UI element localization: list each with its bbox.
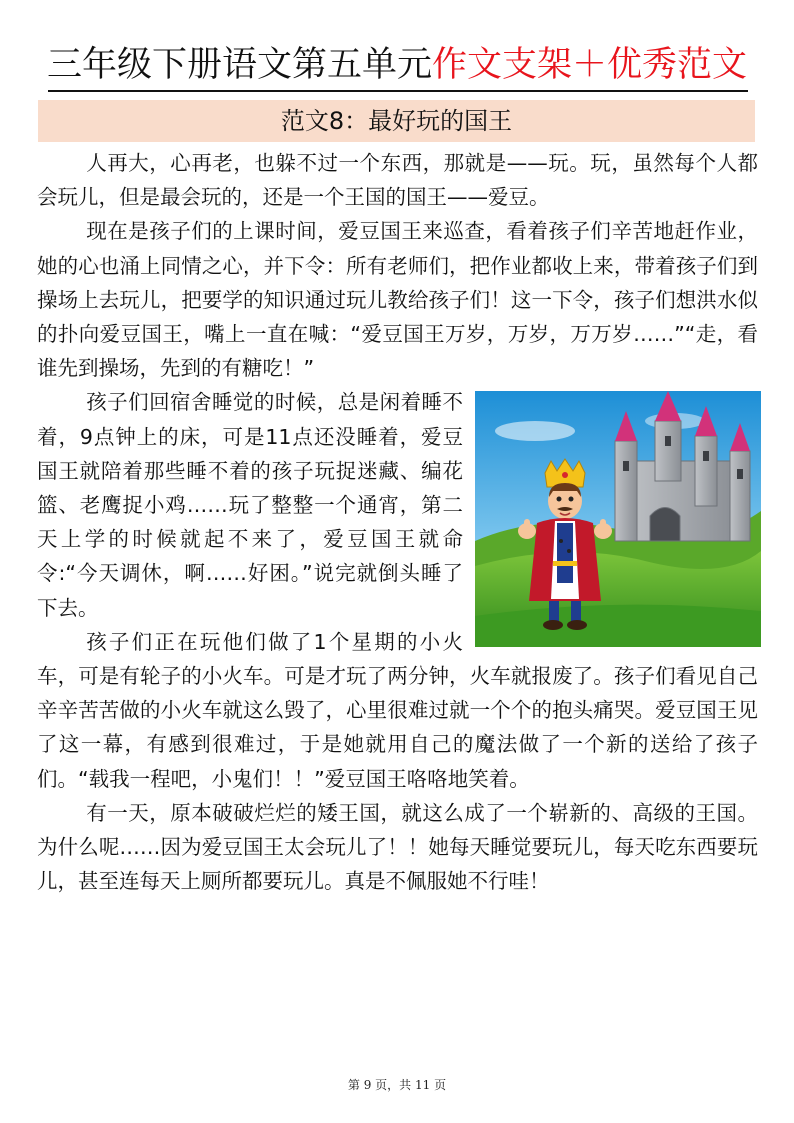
- king-castle-illustration: [475, 391, 761, 647]
- paragraph-5: 有一天，原本破破烂烂的矮王国，就这么成了一个崭新的、高级的王国。为什么呢……因为爱豆国王太会玩儿了！！她每天睡觉要玩儿，每天吃东西要玩儿，甚至连每天上厕所都要玩儿。真是不佩服她不行哇！: [37, 800, 758, 894]
- essay-body: [37, 146, 758, 898]
- page-footer: 第 9 页，共 11 页: [347, 1078, 447, 1092]
- section-title-bar: [38, 100, 755, 142]
- paragraph-2: 现在是孩子们的上课时间，爱豆国王来巡查，看着孩子们辛苦地赶作业，她的心也涌上同情之心，并下令：所有老师们，把作业都收上来，带着孩子们到操场上去玩儿，把要学的知识通过玩儿教给孩子们！这一下令，孩子们想洪水似的扑向爱豆国王，嘴上一直在喊：“爱豆国王万岁，万岁，万万岁……”“走，看谁先到操场，先到的有糖吃！”: [37, 219, 758, 381]
- title-red-part: 作文支架＋优秀范文: [432, 45, 748, 85]
- title-black-part: 三年级下册语文第五单元: [46, 45, 432, 85]
- paragraph-4: 孩子们正在玩他们做了1个星期的小火车，可是有轮子的小火车。可是才玩了两分钟，火车就报废了。孩子们看见自己辛辛苦苦做的小火车就这么毁了，心里很难过就一个个的抱头痛哭。爱豆国王见了这一幕，有感到很难过，于是她就用自己的魔法做了一个新的送给了孩子们。“载我一程吧，小鬼们！！”爱豆国王咯咯地笑着。: [37, 629, 758, 791]
- paragraph-3: 孩子们回宿舍睡觉的时候，总是闲着睡不着，9点钟上的床，可是11点还没睡着，爱豆国王就陪着那些睡不着的孩子玩捉迷藏、编花篮、老鹰捉小鸡……玩了整整一个通宵，第二天上学的时候就起不来了，爱豆国王就命令:“今天调休，啊……好困。”说完就倒头睡了下去。: [37, 390, 463, 620]
- title-underline: [48, 90, 748, 92]
- paragraph-1: 人再大，心再老，也躲不过一个东西，那就是——玩。玩，虽然每个人都会玩儿，但是最会玩的，还是一个王国的国王——爱豆。: [37, 151, 758, 210]
- section-title: 范文8：最好玩的国王: [280, 107, 513, 135]
- page-title: [0, 40, 794, 90]
